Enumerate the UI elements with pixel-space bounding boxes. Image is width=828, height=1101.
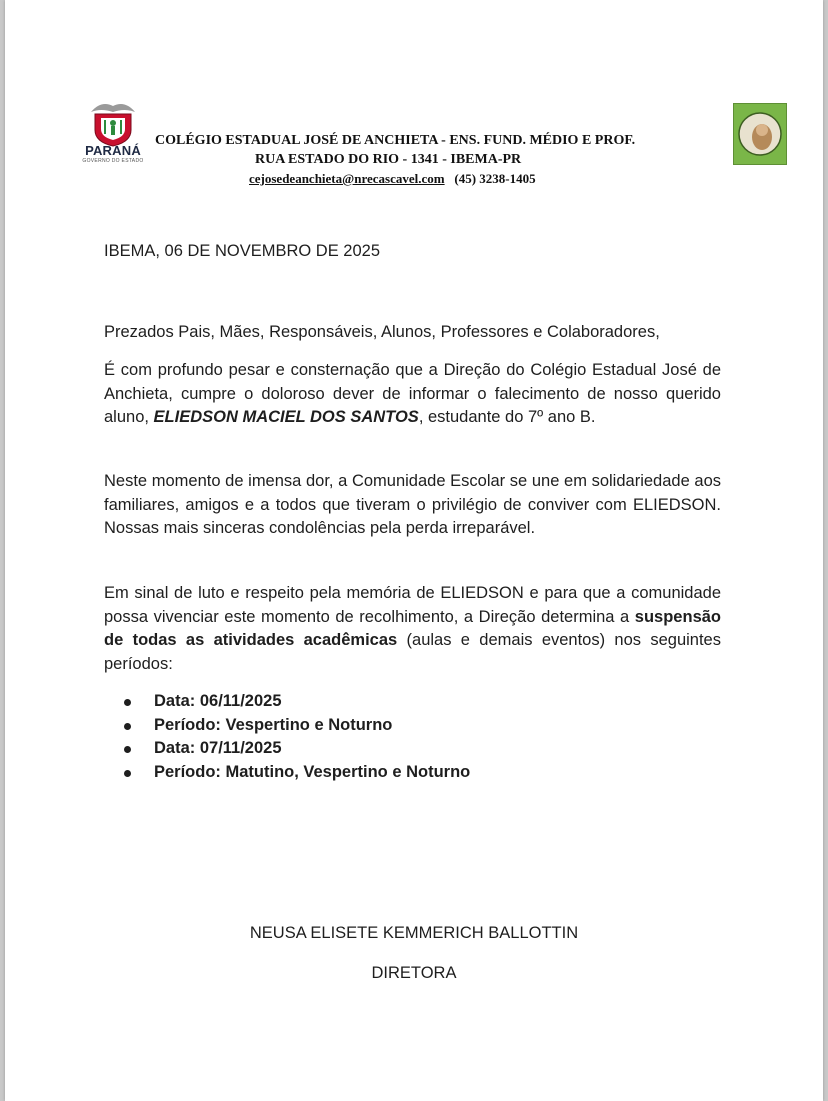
paragraph-suspension-end: (aulas e demais eventos) nos seguintes períodos:: [104, 631, 721, 673]
bullet-icon: [124, 746, 131, 753]
school-phone: (45) 3238-1405: [454, 171, 536, 186]
document-page: [5, 0, 823, 1101]
letter-date: IBEMA, 06 DE NOVEMBRO DE 2025: [104, 242, 381, 260]
school-email[interactable]: cejosedeanchieta@nrecascavel.com: [249, 171, 445, 186]
bullet-icon: [124, 723, 131, 730]
list-item: [104, 690, 470, 714]
list-item-text: Período: Vespertino e Noturno: [154, 715, 393, 734]
list-item-text: Data: 06/11/2025: [154, 692, 282, 710]
paragraph-suspension: [104, 582, 721, 676]
school-emblem-icon: [733, 103, 787, 165]
signer-name: NEUSA ELISETE KEMMERICH BALLOTTIN: [249, 924, 579, 942]
list-item: [104, 737, 470, 761]
logo-state-name: PARANÁ: [85, 143, 141, 158]
list-item: [104, 714, 470, 738]
list-item: [104, 761, 470, 785]
paragraph-announcement-end: , estudante do 7º ano B.: [418, 408, 596, 426]
bullet-icon: [124, 770, 131, 777]
paragraph-condolences: Neste momento de imensa dor, a Comunidade Escolar se une em solidariedade aos familiares, amigos e a todos que tiveram o privilégio de conviver com ELIEDSON. Nossas mais sinceras condolências pela perda irreparável.: [104, 472, 721, 537]
list-item-text: Data: 07/11/2025: [154, 739, 282, 757]
school-address-line: RUA ESTADO DO RIO - 1341 - IBEMA-PR: [255, 152, 522, 167]
paragraph-announcement: [104, 359, 721, 430]
bullet-icon: [124, 699, 131, 706]
suspension-periods-list: [104, 690, 470, 784]
paragraph-announcement-text: É com profundo pesar e consternação que a Direção do Colégio Estadual José de Anchieta, cumpre o doloroso dever de informar o falecimento de nosso querido aluno,: [104, 361, 721, 426]
paragraph-suspension-text: Em sinal de luto e respeito pela memória de ELIEDSON e para que a comunidade possa vivenciar este momento de recolhimento, a Direção determina a: [104, 584, 721, 626]
school-name-line: COLÉGIO ESTADUAL JOSÉ DE ANCHIETA - ENS. FUND. MÉDIO E PROF.: [155, 133, 636, 148]
letter-greeting: Prezados Pais, Mães, Responsáveis, Alunos, Professores e Colaboradores,: [104, 323, 660, 341]
logo-state-subtitle: GOVERNO DO ESTADO: [82, 158, 144, 164]
school-contact-line: [249, 169, 536, 188]
student-name: ELIEDSON MACIEL DOS SANTOS: [153, 408, 419, 426]
signer-role: DIRETORA: [371, 964, 457, 982]
list-item-text: Período: Matutino, Vespertino e Noturno: [154, 762, 471, 781]
suspension-highlight: suspensão de todas as atividades acadêmicas: [104, 607, 721, 649]
